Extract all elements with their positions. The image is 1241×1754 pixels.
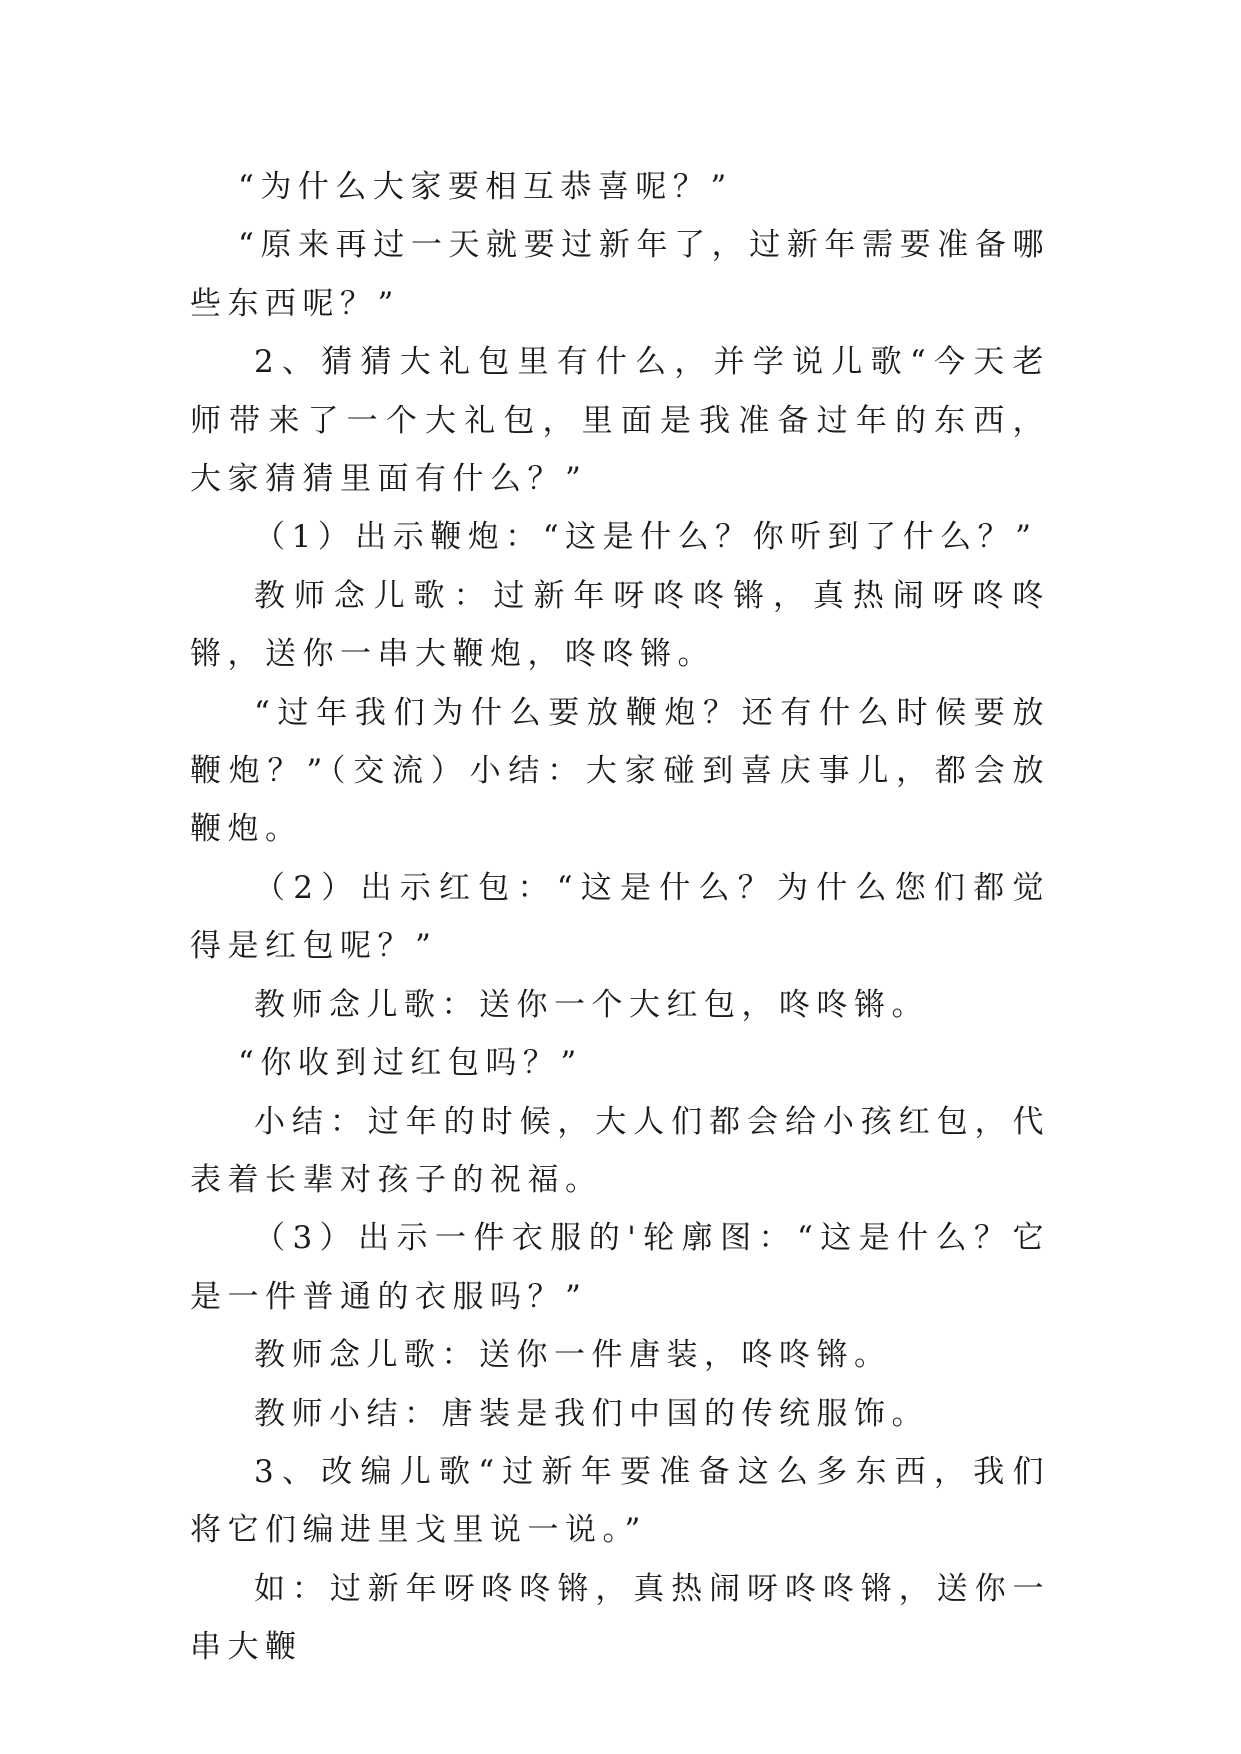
- paragraph: “过年我们为什么要放鞭炮？还有什么时候要放鞭炮？”（交流）小结：大家碰到喜庆事儿，都会放鞭炮。: [190, 694, 1050, 848]
- paragraph: 2、猜猜大礼包里有什么，并学说儿歌“今天老师带来了一个大礼包，里面是我准备过年的东西，大家猜猜里面有什么？”: [190, 344, 1050, 498]
- paragraph: “你收到过红包吗？”: [238, 1045, 583, 1082]
- paragraph: （2）出示红包：“这是什么？为什么您们都觉得是红包呢？”: [190, 869, 1050, 965]
- paragraph: 教师念儿歌：过新年呀咚咚锵，真热闹呀咚咚锵，送你一串大鞭炮，咚咚锵。: [190, 577, 1050, 673]
- paragraph: （1）出示鞭炮：“这是什么？你听到了什么？”: [254, 519, 1038, 556]
- paragraph: 教师念儿歌：送你一件唐装，咚咚锵。: [254, 1337, 892, 1374]
- paragraph: 3、改编儿歌“过新年要准备这么多东西，我们将它们编进里戈里说一说。”: [190, 1453, 1050, 1549]
- paragraph: “为什么大家要相互恭喜呢？”: [238, 169, 733, 205]
- paragraph: 教师小结：唐装是我们中国的传统服饰。: [254, 1395, 929, 1432]
- paragraph: 如：过新年呀咚咚锵，真热闹呀咚咚锵，送你一串大鞭: [190, 1570, 1050, 1666]
- paragraph: （3）出示一件衣服的'轮廓图：“这是什么？它是一件普通的衣服吗？”: [190, 1220, 1050, 1315]
- paragraph: 小结：过年的时候，大人们都会给小孩红包，代表着长辈对孩子的祝福。: [190, 1103, 1050, 1198]
- paragraph: 教师念儿歌：送你一个大红包，咚咚锵。: [254, 986, 929, 1023]
- paragraph: “原来再过一天就要过新年了，过新年需要准备哪些东西呢？”: [190, 227, 1050, 322]
- document-body: [190, 158, 1050, 1677]
